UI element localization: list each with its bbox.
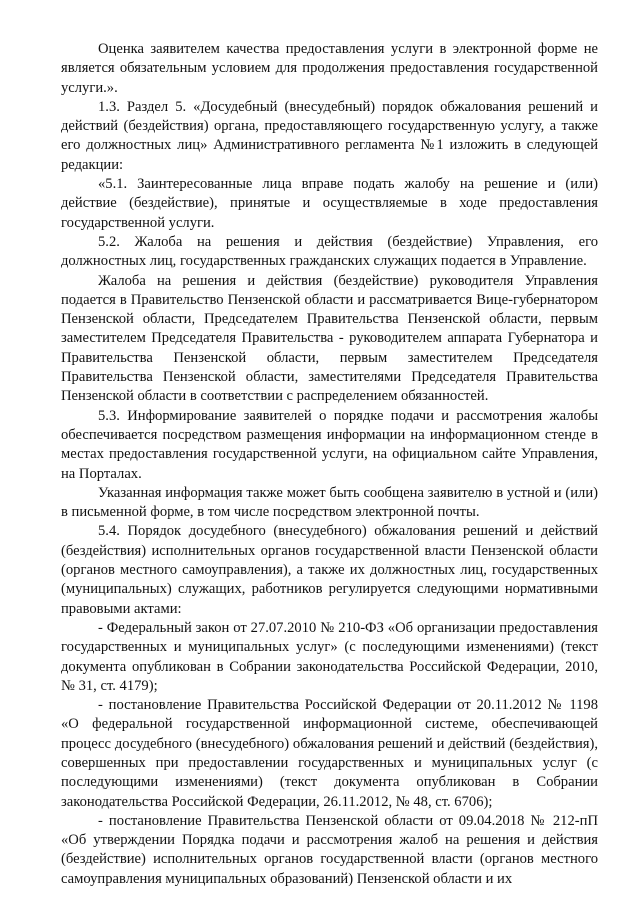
- paragraph-info-forms: Указанная информация также может быть сообщена заявителю в устной и (или) в письменной форме, в том числе посредством электронной почты.: [61, 484, 598, 521]
- paragraph-head-complaint: Жалоба на решения и действия (бездействие) руководителя Управления подается в Правительство Пензенской области и рассматривается Вице-губернатором Пензенской области, Председателем Правительства Пензенской области, первым заместителем Председателя Правительства - руководителем аппарата Губернатора и Правительства Пензенской области, первым заместителем Председателя Правительства Пензенской области, заместителями Председателя Правительства Пензенской области в соответствии с распределением обязанностей.: [61, 272, 598, 405]
- paragraph-resolution-1198: - постановление Правительства Российской Федерации от 20.11.2012 № 1198 «О федеральной государственной информационной системе, обеспечивающей процесс досудебного (внесудебного) обжалования решений и действий (бездействия), совершенных при предоставлении государственных и муниципальных услуг (с последующими изменениями) (текст документа опубликован в Собрании законодательства Российской Федерации, 26.11.2012, № 48, ст. 6706);: [61, 697, 598, 810]
- paragraph-5-3: 5.3. Информирование заявителей о порядке подачи и рассмотрения жалобы обеспечивается посредством размещения информации на информационном стенде в местах предоставления государственной услуги, на официальном сайте Управления, на Порталах.: [61, 407, 598, 482]
- paragraph-5-1: «5.1. Заинтересованные лица вправе подать жалобу на решение и (или) действие (бездействие), принятые и осуществляемые в ходе предоставления государственной услуги.: [61, 176, 598, 231]
- paragraph-5-4: 5.4. Порядок досудебного (внесудебного) обжалования решений и действий (бездействия) исполнительных органов государственной власти Пензенской области (органов местного самоуправления), а также их должностных лиц, государственных (муниципальных) служащих, работников регулируется следующими нормативными правовыми актами:: [61, 523, 598, 617]
- paragraph-1-3: 1.3. Раздел 5. «Досудебный (внесудебный) порядок обжалования решений и действий (бездействия) органа, предоставляющего государственную услугу, а также его должностных лиц» Административного регламента №1 изложить в следующей редакции:: [61, 98, 598, 173]
- paragraph-law-210: - Федеральный закон от 27.07.2010 № 210-ФЗ «Об организации предоставления государственных и муниципальных услуг» (с последующими изменениями) (текст документа опубликован в Собрании законодательства Российской Федерации, 2010, № 31, ст. 4179);: [61, 619, 598, 694]
- paragraph-resolution-212: - постановление Правительства Пензенской области от 09.04.2018 № 212-пП «Об утверждении Порядка подачи и рассмотрения жалоб на решения и действия (бездействие) исполнительных органов государственной власти (органов местного самоуправления муниципальных образований) Пензенской области и их: [61, 812, 598, 887]
- paragraph-quality-assessment: Оценка заявителем качества предоставления услуги в электронной форме не является обязательным условием для продолжения предоставления государственной услуги.».: [61, 41, 598, 96]
- paragraph-5-2: 5.2. Жалоба на решения и действия (бездействие) Управления, его должностных лиц, государственных гражданских служащих подается в Управление.: [61, 233, 598, 270]
- document-page: [61, 40, 598, 889]
